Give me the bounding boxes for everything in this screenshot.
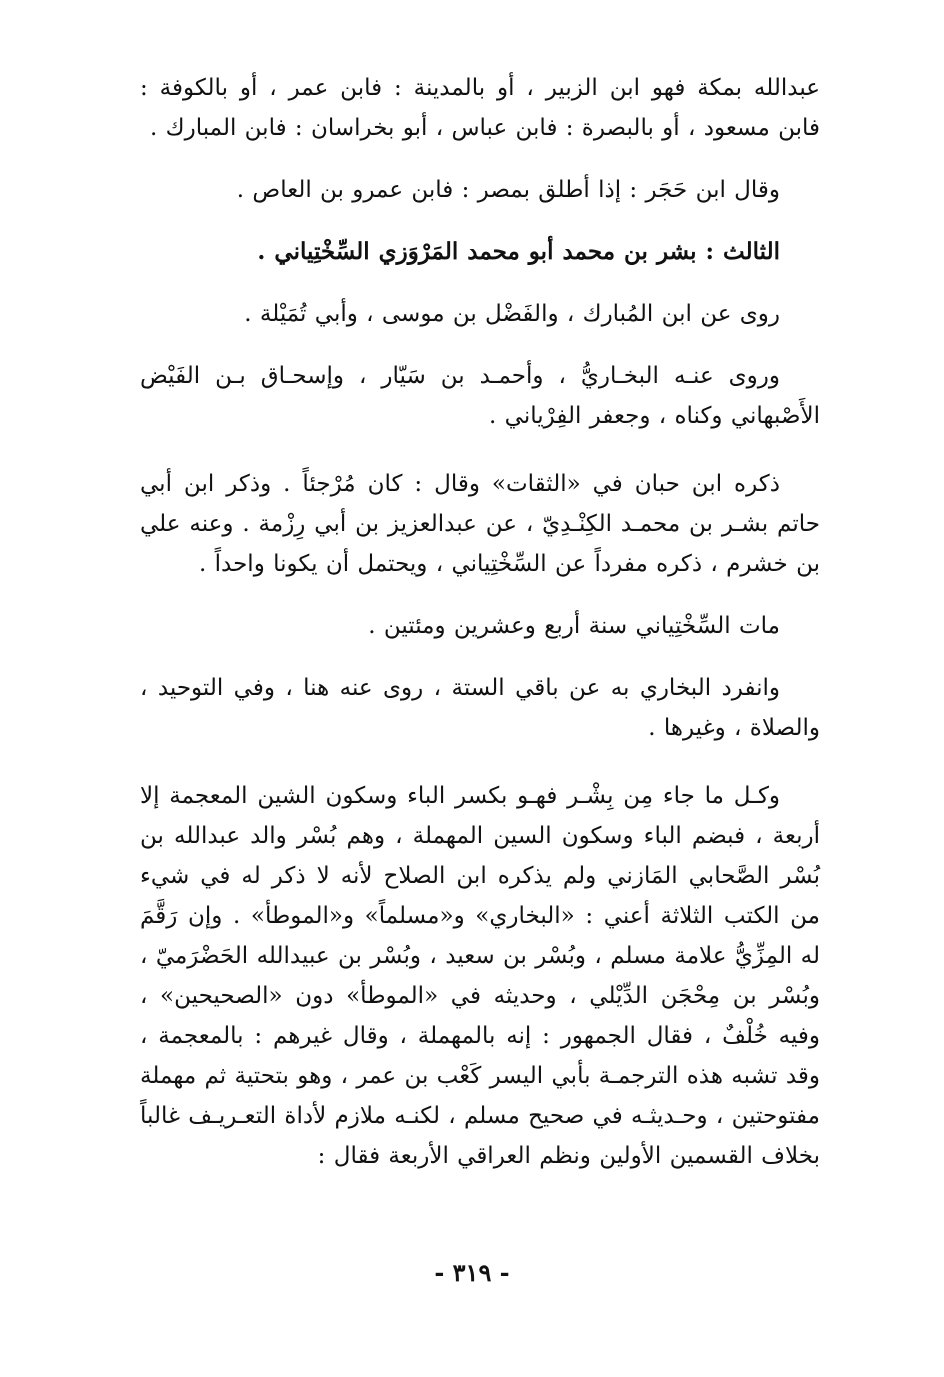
spacer	[140, 436, 820, 464]
spacer	[140, 584, 820, 606]
spacer	[140, 646, 820, 668]
paragraph-bukhari-unique: وانفرد البخاري به عن باقي الستة ، روى عنه هنا ، وفي التوحيد ، والصلاة ، وغيرها .	[140, 675, 820, 741]
paragraph-death: مات السِّخْتِياني سنة أربع وعشرين ومئتين .	[368, 613, 780, 639]
spacer	[140, 272, 820, 294]
paragraph-1: عبدالله بمكة فهو ابن الزبير ، أو بالمدينة : فابن عمر ، أو بالكوفة : فابن مسعود ، أو بالبصرة : فابن عباس ، أبو بخراسان : فابن المبارك .	[140, 75, 820, 141]
spacer	[140, 148, 820, 170]
paragraph-ibn-hibban: ذكره ابن حبان في «الثقات» وقال : كان مُرْجئاً . وذكر ابن أبي حاتم بشـر بن محمـد الكِنْـدِيّ ، عن عبدالعزيز بن أبي رِزْمة . وعنه علي بن خشرم ، ذكره مفرداً عن السِّخْتِياني ، ويحتمل أن يكونا واحداً .	[140, 471, 820, 577]
spacer	[140, 210, 820, 232]
page-body	[140, 68, 820, 1176]
spacer	[140, 748, 820, 776]
page-number: - ٣١٩ -	[434, 1258, 510, 1287]
section-heading-third: الثالث : بشر بن محمد أبو محمد المَرْوَزي السِّخْتِياني .	[257, 238, 780, 265]
paragraph-2: وقال ابن حَجَر : إذا أطلق بمصر : فابن عمرو بن العاص .	[236, 177, 780, 203]
paragraph-bishr-busr: وكـل ما جاء مِن بِشْـر فهـو بكسر الباء وسكون الشين المعجمة إلا أربعة ، فبضم الباء وسكون السين المهملة ، وهم بُسْر والد عبدالله بن بُسْر الصَّحابي المَازني ولم يذكره ابن الصلاح لأنه لا ذكر له في شيء من الكتب الثلاثة أعني : «البخاري» و«مسلماً» و«الموطأ» . وإن رَقَّمَ له المِزِّيُّ علامة مسلم ، وبُسْر بن سعيد ، وبُسْر بن عبيدالله الحَضْرَميّ ، وبُسْر بن مِحْجَن الدِّيْلي ، وحديثه في «الموطأ» دون «الصحيحين» ، وفيه خُلْفٌ ، فقال الجمهور : إنه بالمهملة ، وقال غيرهم : بالمعجمة ، وقد تشبه هذه الترجمـة بأبي اليسر كَعْب بن عمر ، وهو بتحتية ثم مهملة مفتوحتين ، وحـديثـه في صحيح مسلم ، لكنـه ملازم لأداة التعـريـف غالباً بخلاف القسمين الأولين ونظم العراقي الأربعة فقال :	[140, 783, 821, 1169]
spacer	[140, 334, 820, 356]
paragraph-narrated-from: روى عن ابن المُبارك ، والفَضْل بن موسى ، وأبي تُمَيْلة .	[244, 301, 780, 327]
paragraph-narrated-by: وروى عنـه البخـاريُّ ، وأحمـد بن سَيّار ، وإسحـاق بـن الفَيْض الأَصْبهاني وكناه ، وجعفر الفِرْياني .	[140, 363, 820, 429]
